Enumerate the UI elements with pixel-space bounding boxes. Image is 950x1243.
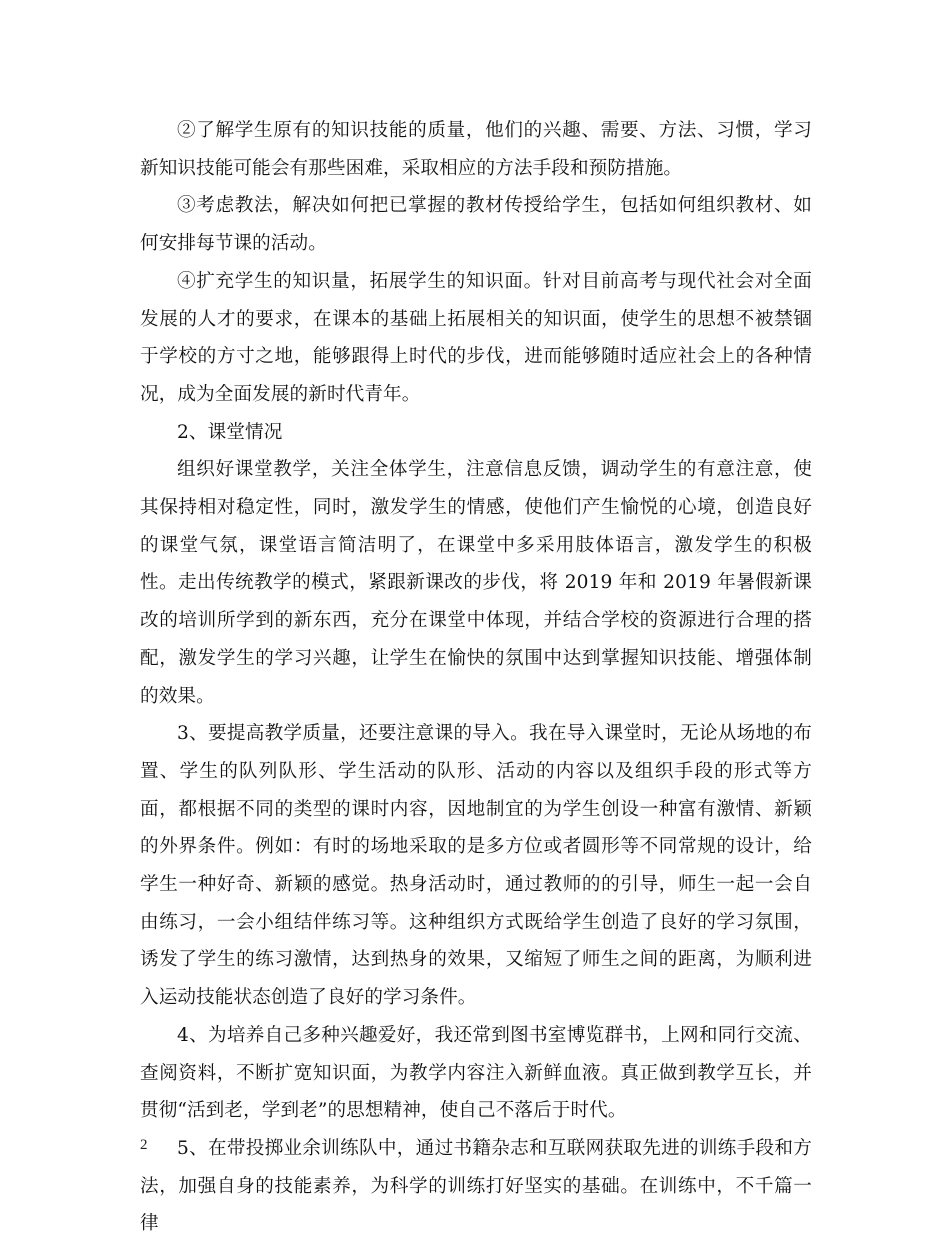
paragraph-personal-development: 4、为培养自己多种兴趣爱好，我还常到图书室博览群书，上网和同行交流、查阅资料，不断扩宽知识面，为教学内容注入新鲜血液。真正做到教学互长，并贯彻“活到老，学到老”的思想精神，使自己不落后于时代。 (140, 1024, 812, 1122)
paragraph-training-team: 5、在带投掷业余训练队中，通过书籍杂志和互联网获取先进的训练手段和方法，加强自身的技能素养，为科学的训练打好坚实的基础。在训练中，不千篇一律 (140, 1137, 812, 1235)
paragraph-understand-students: ②了解学生原有的知识技能的质量，他们的兴趣、需要、方法、习惯，学习新知识技能可能会有那些困难，采取相应的方法手段和预防措施。 (140, 120, 812, 179)
section-heading-classroom: 2、课堂情况 (177, 421, 283, 443)
paragraph-classroom-organization: 组织好课堂教学，关注全体学生，注意信息反馈，调动学生的有意注意，使其保持相对稳定性，同时，激发学生的情感，使他们产生愉悦的心境，创造良好的课堂气氛，课堂语言简洁明了，在课堂中多采用肢体语言，激发学生的积极性。走出传统教学的模式，紧跟新课改的步伐，将 2019 年和 2019 年暑假新课改的培训所学到的新东西，充分在课堂中体现，并结合学校的资源进行合理的搭配，激发学生的学习兴趣，让学生在愉快的氛围中达到掌握知识技能、增强体制的效果。 (140, 459, 812, 707)
document-body (140, 112, 812, 1243)
paragraph-expand-knowledge: ④扩充学生的知识量，拓展学生的知识面。针对目前高考与现代社会对全面发展的人才的要求，在课本的基础上拓展相关的知识面，使学生的思想不被禁锢于学校的方寸之地，能够跟得上时代的步伐，进而能够随时适应社会上的各种情况，成为全面发展的新时代青年。 (140, 270, 812, 405)
page-number: 2 (140, 1137, 148, 1153)
paragraph-teaching-methods: ③考虑教法，解决如何把已掌握的教材传授给学生，包括如何组织教材、如何安排每节课的活动。 (140, 195, 812, 255)
paragraph-lesson-introduction: 3、要提高教学质量，还要注意课的导入。我在导入课堂时，无论从场地的布置、学生的队列队形、学生活动的队形、活动的内容以及组织手段的形式等方面，都根据不同的类型的课时内容，因地制宜的为学生创设一种富有激情、新颖的外界条件。例如：有时的场地采取的是多方位或者圆形等不同常规的设计，给学生一种好奇、新颖的感觉。热身活动时，通过教师的的引导，师生一起一会自由练习，一会小组结伴练习等。这种组织方式既给学生创造了良好的学习氛围，诱发了学生的练习激情，达到热身的效果，又缩短了师生之间的距离，为顺利进入运动技能状态创造了良好的学习条件。 (140, 723, 812, 1009)
